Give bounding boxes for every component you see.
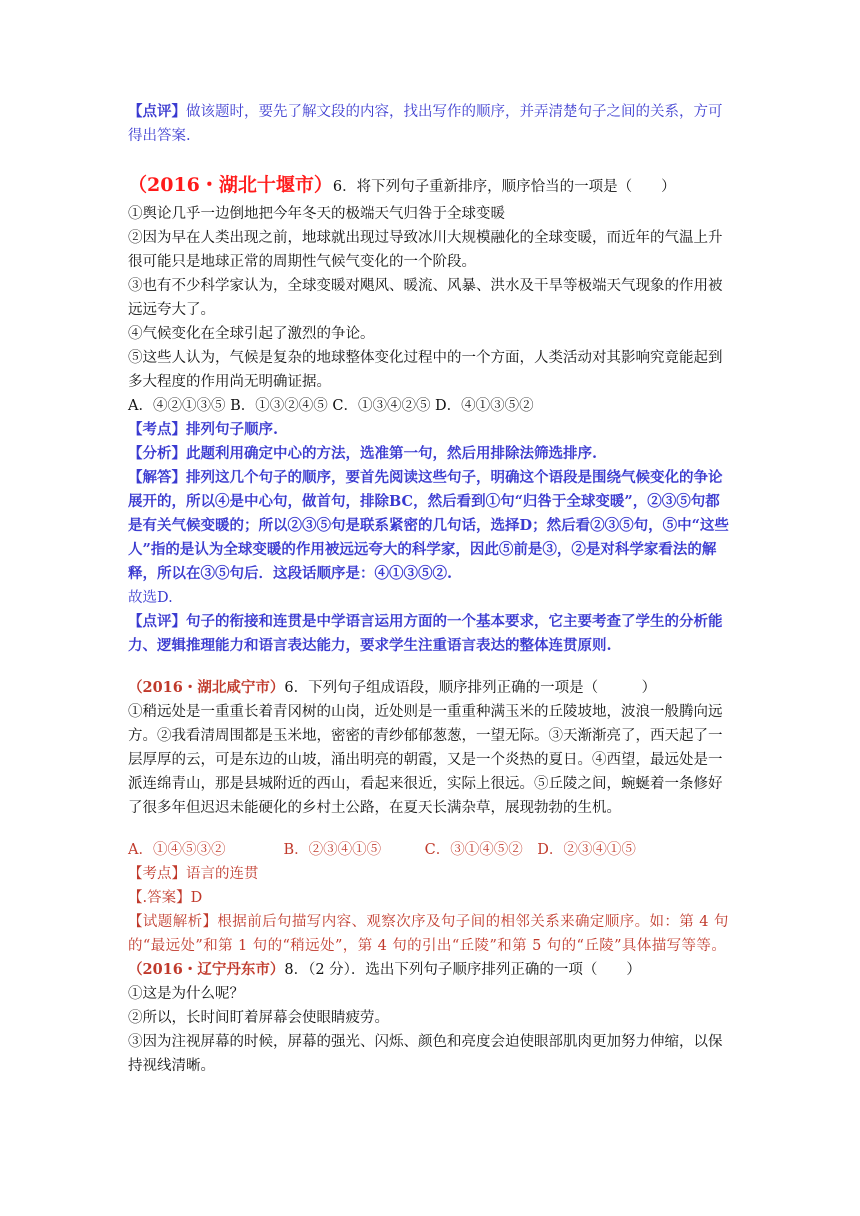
answer-options: A．④②①③⑤ B．①③②④⑤ C．①③④②⑤ D．④①③⑤② [128, 398, 534, 414]
question-stem: 6．将下列句子重新排序，顺序恰当的一项是（ ） [332, 179, 676, 195]
kaodian-line [128, 418, 732, 442]
review-tag: 【点评】 [128, 103, 186, 120]
question-xianning-header [128, 676, 732, 700]
jieda-tag: 【解答】 [128, 469, 186, 486]
kaodian-text: 语言的连贯 [186, 866, 259, 882]
review-paragraph [128, 100, 732, 148]
sentence-item: ④气候变化在全球引起了激烈的争论。 [128, 326, 375, 342]
document-page [128, 100, 732, 1078]
kaodian-text: 排列句子顺序. [186, 421, 279, 438]
sentence-item: ③因为注视屏幕的时候，屏幕的强光、闪烁、颜色和亮度会迫使眼部肌肉更加努力伸缩，以保持视线清晰。 [128, 1034, 723, 1074]
fenxi-text: 此题利用确定中心的方法，选准第一句，然后用排除法筛选排序. [186, 445, 598, 462]
answer-line: 故选D. [128, 590, 173, 606]
fenxi-line [128, 442, 732, 466]
question-source: （2016・湖北咸宁市） [128, 679, 285, 696]
review-text: 做该题时，要先了解文段的内容，找出写作的顺序，并弄清楚句子之间的关系，方可得出答案. [128, 104, 723, 144]
jiexi-tag: 【试题解析】 [128, 914, 218, 930]
question-source: （2016・湖北十堰市） [128, 174, 333, 196]
question-dandong-header [128, 958, 732, 982]
sentence-item: ③也有不少科学家认为，全球变暖对飓风、暖流、风暴、洪水及干旱等极端天气现象的作用被远远夸大了。 [128, 278, 723, 318]
jieda-paragraph [128, 466, 732, 586]
jieda-text: 排列这几个句子的顺序，要首先阅读这些句子，明确这个语段是围绕气候变化的争论展开的，所以④是中心句，做首句，排除BC，然后看到①句“归咎于全球变暖”，②③⑤句都是有关气候变暖的；所以②③⑤句是联系紧密的几句话，选择D；然后看②③⑤句，⑤中“这些人”指的是认为全球变暖的作用被远远夸大的科学家，因此⑤前是③，②是对科学家看法的解释，所以在③⑤句后．这段话顺序是：④①③⑤②. [128, 469, 729, 582]
question-stem: 6．下列句子组成语段，顺序排列正确的一项是（ ） [284, 680, 657, 696]
question-source: （2016・辽宁丹东市） [128, 961, 285, 978]
dianping-paragraph [128, 610, 732, 658]
dianping-tag: 【点评】 [128, 613, 186, 630]
answer-line [128, 886, 732, 910]
answer-text: D [190, 890, 203, 906]
jiexi-paragraph [128, 910, 732, 958]
kaodian-tag: 【考点】 [128, 421, 186, 438]
kaodian-tag: 【考点】 [128, 866, 186, 882]
question-stem: 8．（2 分）．选出下列句子顺序排列正确的一项（ ） [284, 962, 641, 978]
answer-tag: 【.答案】 [128, 890, 191, 906]
dianping-text: 句子的衔接和连贯是中学语言运用方面的一个基本要求，它主要考查了学生的分析能力、逻辑推理能力和语言表达能力，要求学生注重语言表达的整体连贯原则. [128, 613, 723, 654]
sentence-item: ①这是为什么呢？ [128, 986, 244, 1002]
sentence-item: ②因为早在人类出现之前，地球就出现过导致冰川大规模融化的全球变暖，而近年的气温上升很可能只是地球正常的周期性气候气变化的一个阶段。 [128, 230, 723, 270]
answer-options: A．①④⑤③② B．②③④①⑤ C．③①④⑤② D．②③④①⑤ [128, 842, 636, 858]
jiexi-text: 根据前后句描写内容、观察次序及句子间的相邻关系来确定顺序。如：第 4 句的“最远处”和第 1 句的“稍远处”，第 4 句的引出“丘陵”和第 5 句的“丘陵”具体描写等等。 [128, 914, 729, 954]
question-shiyan-header [128, 170, 732, 202]
kaodian-line [128, 862, 732, 886]
passage-text: ①稍远处是一重重长着青冈树的山岗，近处则是一重重种满玉米的丘陵坡地，波浪一般腾向远方。②我看清周围都是玉米地，密密的青纱郁郁葱葱，一望无际。③天渐渐亮了，西天起了一层厚厚的云，可是东边的山坡，涌出明亮的朝霞，又是一个炎热的夏日。④西望，最远处是一派连绵青山，那是县城附近的西山，看起来很近，实际上很远。⑤丘陵之间，蜿蜒着一条修好了很多年但迟迟未能硬化的乡村土公路，在夏天长满杂草，展现勃勃的生机。 [128, 704, 723, 816]
sentence-item: ⑤这些人认为，气候是复杂的地球整体变化过程中的一个方面，人类活动对其影响究竟能起到多大程度的作用尚无明确证据。 [128, 350, 723, 390]
sentence-item: ②所以，长时间盯着屏幕会使眼睛疲劳。 [128, 1010, 389, 1026]
sentence-item: ①舆论几乎一边倒地把今年冬天的极端天气归咎于全球变暖 [128, 206, 505, 222]
fenxi-tag: 【分析】 [128, 445, 186, 462]
